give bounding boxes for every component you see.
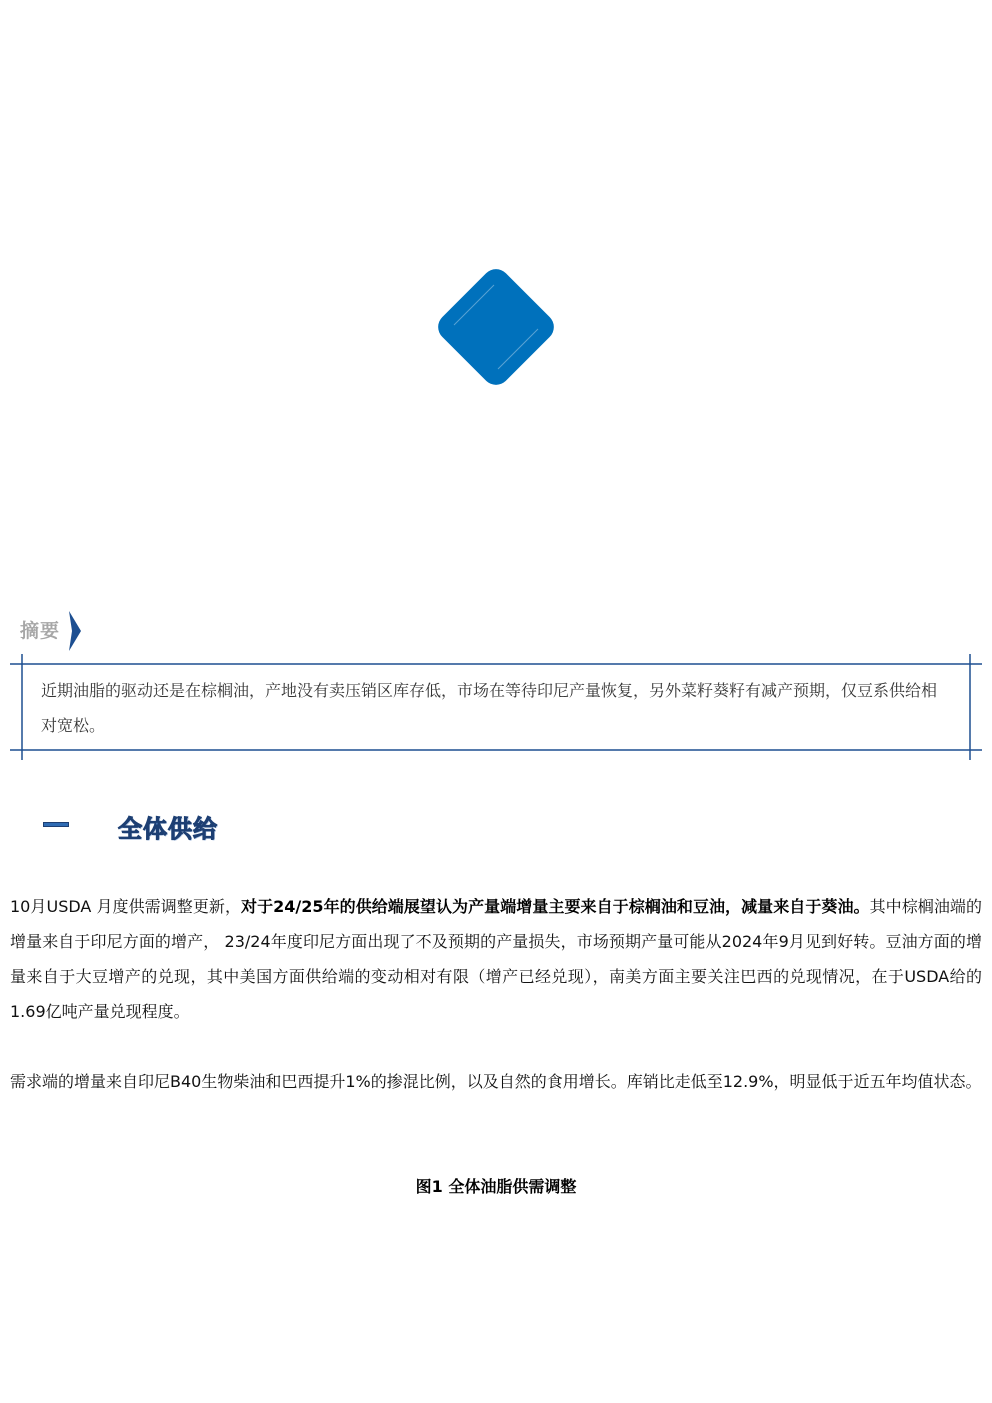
paragraph-supply [10, 889, 982, 1029]
abstract-title: 摘要 [20, 620, 61, 642]
section-number [43, 822, 69, 827]
paragraph-supply-lead: 10月USDA 月度供需调整更新， [10, 897, 242, 916]
chevron-right-icon [69, 611, 81, 651]
paragraph-supply-bold: 对于24/25年的供给端展望认为产量端增量主要来自于棕榈油和豆油，减量来自于葵油。 [241, 897, 870, 916]
diamond-logo-icon [424, 255, 568, 399]
abstract-text: 近期油脂的驱动还是在棕榈油，产地没有卖压销区库存低，市场在等待印尼产量恢复，另外菜籽葵籽有减产预期，仅豆系供给相对宽松。 [41, 681, 938, 735]
section-title: 全体供给 [118, 815, 218, 843]
paragraph-demand: 需求端的增量来自印尼B40生物柴油和巴西提升1%的掺混比例，以及自然的食用增长。库销比走低至12.9%，明显低于近五年均值状态。 [10, 1072, 982, 1091]
figure-caption: 图1 全体油脂供需调整 [415, 1177, 577, 1196]
paragraph-supply-rest: 其中棕榈油端的增量来自于印尼方面的增产， 23/24年度印尼方面出现了不及预期的产量损失，市场预期产量可能从2024年9月见到好转。豆油方面的增量来自于大豆增产的兑现，其中美国方面供给端的变动相对有限（增产已经兑现），南美方面主要关注巴西的兑现情况，在于USDA给的1.69亿吨产量兑现程度。 [10, 897, 982, 1021]
